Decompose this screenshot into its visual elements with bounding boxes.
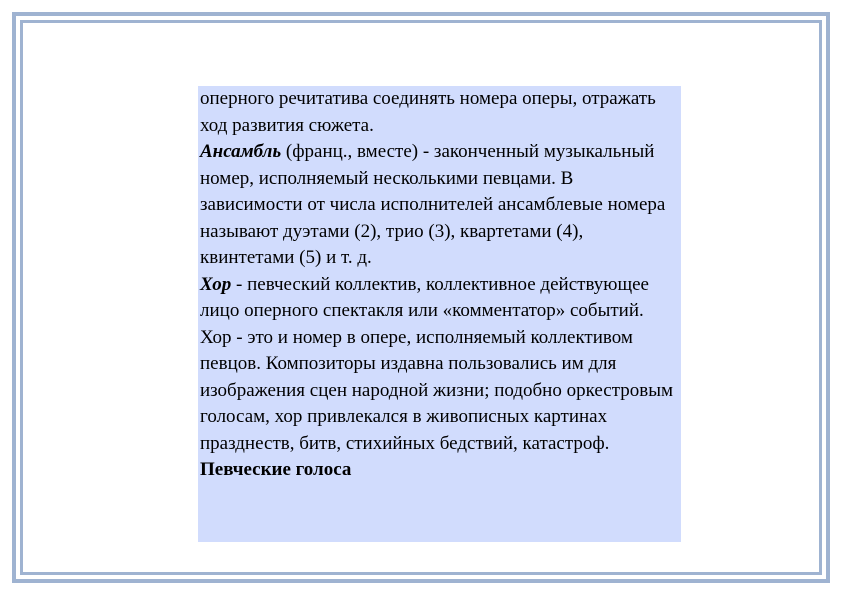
text-box xyxy=(198,86,681,542)
paragraph-recitative: оперного речитатива соединять номера оперы, отражать ход развития сюжета. xyxy=(200,88,656,136)
term-choir: Хор xyxy=(200,273,232,295)
term-ensemble: Ансамбль xyxy=(200,141,282,162)
paragraph-choir xyxy=(200,272,679,458)
ensemble-definition: (франц., вместе) - законченный музыкальный номер, исполняемый несколькими певцами. В зависимости от числа исполнителей ансамблевые номера называют дуэтами (2), трио (3), квартетами (4), квинтетами (5) и т. д. xyxy=(200,141,666,268)
paragraph-ensemble xyxy=(200,139,679,272)
heading-singing-voices: Певческие голоса xyxy=(200,459,352,480)
choir-definition: - певческий коллектив, коллективное действующее лицо оперного спектакля или «комментатор» событий. Хор - это и номер в опере, исполняемый коллективом певцов. Композиторы издавна пользовались им для изображения сцен народной жизни; подобно оркестровым голосам, хор привлекался в живописных картинах празднеств, битв, стихийных бедствий, катастроф. xyxy=(200,273,673,454)
